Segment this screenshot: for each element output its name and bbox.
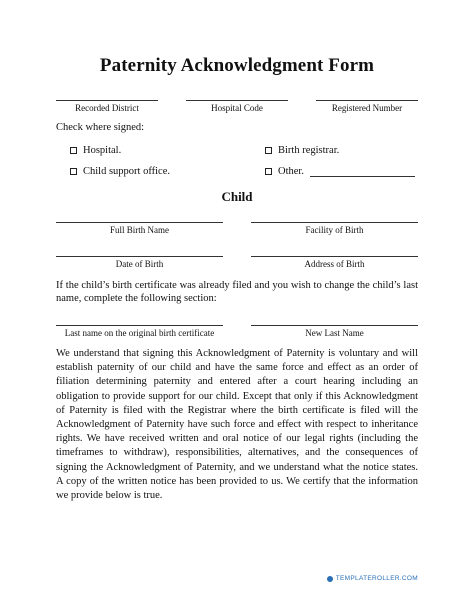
address-of-birth-label: Address of Birth <box>304 259 365 269</box>
check-where-signed-label: Check where signed: <box>56 122 145 133</box>
checkbox-box[interactable] <box>70 168 77 175</box>
registered-number-label: Registered Number <box>331 103 403 113</box>
acknowledgment-statement: We understand that signing this Acknowledgment of Paternity is voluntary and will establish paternity of our child and have the same force and effect as an order of filiation determining paternity and entered after a court hearing including an obligation to provide support for our child. Except that only if this Acknowledgment of Paternity is filed with the Registrar where the birth certificate is filed will the Acknowledgment of Paternity have such force and effect with respect to inheritance rights. We have received written and oral notice of our legal rights (including the timeframes to withdraw), responsibilities, alternatives, and the consequences of signing the Acknowledgment of Paternity, and we understand what the notice states. A copy of the written notice has been provided to us. We certify that the information we provide below is true. <box>56 348 418 502</box>
birth-registrar-checkbox[interactable] <box>265 145 339 156</box>
full-birth-name-field[interactable] <box>56 222 223 235</box>
child-support-office-option-label: Child support office. <box>83 166 171 177</box>
facility-of-birth-label: Facility of Birth <box>305 225 364 235</box>
other-option-label: Other. <box>278 166 304 177</box>
footer-brand[interactable] <box>327 575 418 582</box>
new-last-name-label: New Last Name <box>305 328 364 338</box>
other-specify-line[interactable] <box>310 167 415 177</box>
child-section-heading: Child <box>221 189 253 204</box>
facility-of-birth-field[interactable] <box>251 222 418 235</box>
hospital-code-line <box>186 100 288 101</box>
full-birth-name-label: Full Birth Name <box>110 225 169 235</box>
new-last-name-field[interactable] <box>251 325 418 338</box>
recorded-district-label: Recorded District <box>75 103 139 113</box>
templateroller-logo-icon <box>327 576 333 582</box>
registered-number-field[interactable] <box>316 100 418 113</box>
child-support-office-checkbox[interactable] <box>70 166 170 177</box>
form-title: Paternity Acknowledgment Form <box>99 55 375 76</box>
checkbox-box[interactable] <box>265 147 272 154</box>
address-of-birth-field[interactable] <box>251 256 418 269</box>
date-of-birth-field[interactable] <box>56 256 223 269</box>
hospital-code-field[interactable] <box>186 100 288 113</box>
checkbox-box[interactable] <box>265 168 272 175</box>
checkbox-box[interactable] <box>70 147 77 154</box>
facility-of-birth-line <box>251 222 418 223</box>
name-change-instruction-line-1: If the child’s birth certificate was already filed and you wish to change the child’s last <box>56 280 418 291</box>
original-last-name-line <box>56 325 223 326</box>
new-last-name-line <box>251 325 418 326</box>
date-of-birth-line <box>56 256 223 257</box>
hospital-checkbox[interactable] <box>70 145 121 156</box>
original-last-name-label: Last name on the original birth certificate <box>64 328 215 338</box>
name-change-instruction-line-2: name, complete the following section: <box>56 293 217 304</box>
address-of-birth-line <box>251 256 418 257</box>
recorded-district-line <box>56 100 158 101</box>
recorded-district-field[interactable] <box>56 100 158 113</box>
other-checkbox[interactable] <box>265 166 415 177</box>
footer-brand-text: TEMPLATEROLLER.COM <box>335 575 418 582</box>
birth-registrar-option-label: Birth registrar. <box>278 145 340 156</box>
full-birth-name-line <box>56 222 223 223</box>
registered-number-line <box>316 100 418 101</box>
hospital-code-label: Hospital Code <box>211 103 263 113</box>
date-of-birth-label: Date of Birth <box>115 259 164 269</box>
hospital-option-label: Hospital. <box>83 145 122 156</box>
original-last-name-field[interactable] <box>56 325 223 338</box>
